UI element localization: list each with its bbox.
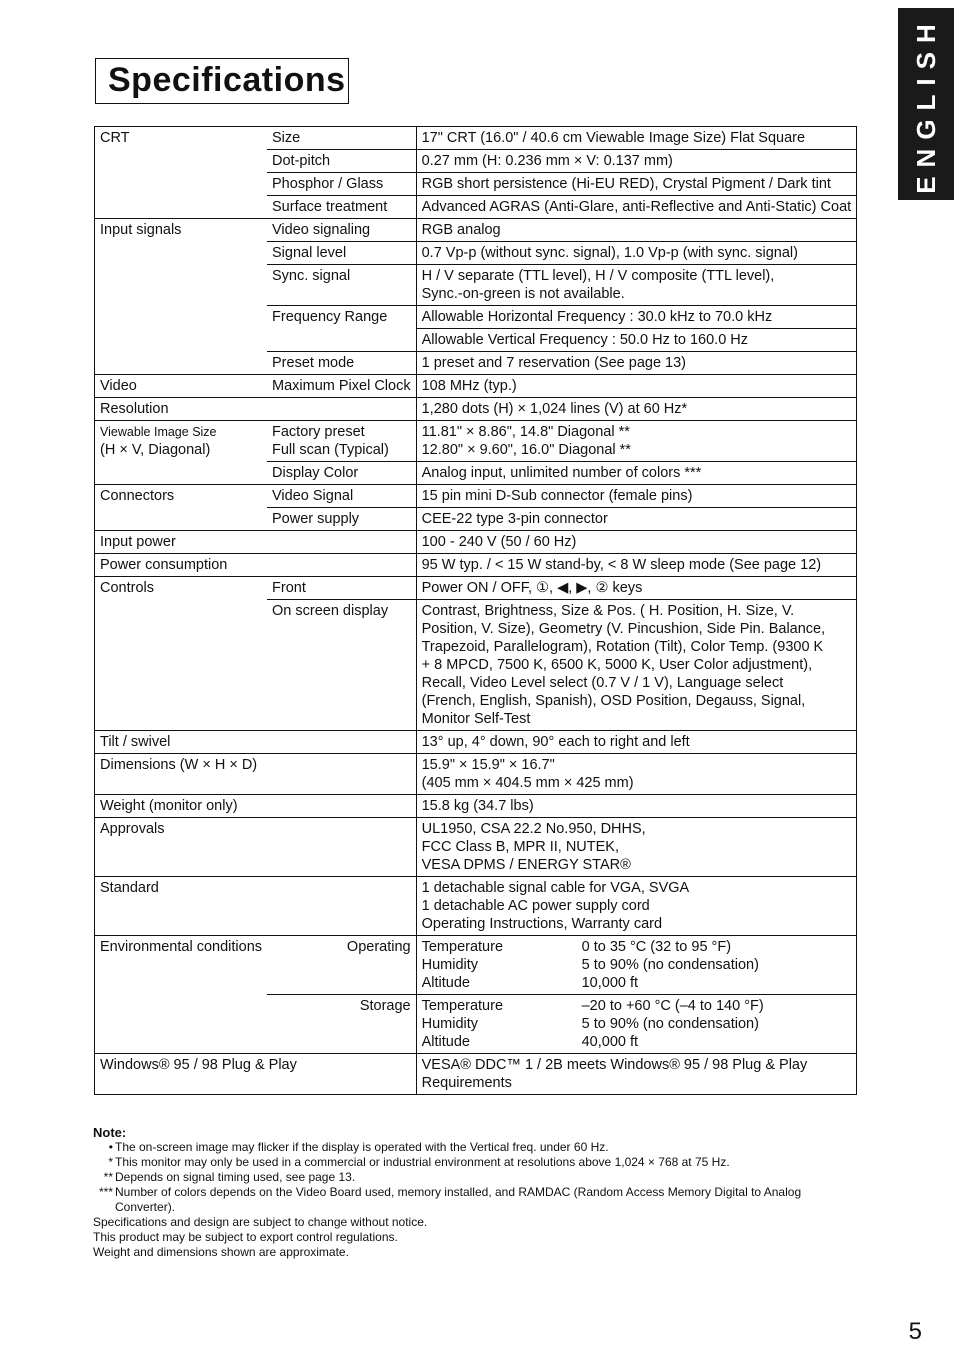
env-line (422, 938, 852, 956)
spec-subcategory (267, 754, 416, 795)
spec-value (416, 127, 857, 150)
spec-value-line: Recall, Video Level select (0.7 V / 1 V), Language select (421, 675, 784, 691)
spec-subcategory (267, 375, 416, 398)
spec-value-line: 11.81" × 8.86", 14.8" Diagonal ** (421, 424, 630, 440)
spec-value (416, 421, 857, 462)
spec-category (95, 600, 268, 731)
spec-value (416, 995, 857, 1054)
spec-row (95, 329, 857, 352)
spec-value (416, 731, 857, 754)
spec-category (95, 795, 268, 818)
language-side-tab (898, 8, 954, 200)
env-line (422, 997, 852, 1015)
spec-row (95, 731, 857, 754)
spec-value-line: Advanced AGRAS (Anti-Glare, anti-Reflective and Anti-Static) Coat (421, 199, 852, 215)
spec-category (95, 818, 268, 877)
spec-row-environment (95, 995, 857, 1054)
spec-category (95, 995, 268, 1054)
spec-value-line: CEE-22 type 3-pin connector (421, 511, 608, 527)
spec-category-label: Viewable Image Size (100, 425, 217, 439)
spec-category (95, 508, 268, 531)
spec-row (95, 531, 857, 554)
spec-subcategory (267, 508, 416, 531)
spec-value (416, 877, 857, 936)
note-lines (93, 1215, 853, 1260)
spec-row (95, 421, 857, 462)
spec-value-line: Contrast, Brightness, Size & Pos. ( H. Position, H. Size, V. (421, 603, 795, 619)
spec-subcategory-label: Phosphor / Glass (272, 176, 384, 192)
spec-value (416, 936, 857, 995)
spec-category (95, 731, 268, 754)
spec-subcategory (267, 329, 416, 352)
spec-value (416, 1054, 857, 1095)
spec-category-label: Approvals (100, 821, 165, 837)
spec-value (416, 398, 857, 421)
spec-row (95, 306, 857, 329)
spec-category (95, 754, 268, 795)
spec-value-line: 1 preset and 7 reservation (See page 13) (421, 355, 687, 371)
env-key: Altitude (421, 975, 470, 991)
spec-value (416, 352, 857, 375)
spec-subcategory (267, 421, 416, 462)
env-line (422, 1033, 852, 1051)
spec-row (95, 508, 857, 531)
spec-category-label: Connectors (100, 488, 175, 504)
spec-subcategory (267, 265, 416, 306)
spec-row (95, 196, 857, 219)
spec-category (95, 936, 268, 995)
spec-row (95, 242, 857, 265)
spec-value (416, 818, 857, 877)
spec-category (95, 127, 268, 150)
spec-value-line: Operating Instructions, Warranty card (421, 916, 663, 932)
spec-category (95, 375, 268, 398)
spec-value-line: VESA DPMS / ENERGY STAR® (421, 857, 631, 873)
spec-value-line: 0.27 mm (H: 0.236 mm × V: 0.137 mm) (421, 153, 673, 169)
spec-value (416, 173, 857, 196)
spec-value (416, 375, 857, 398)
footnote-mark: • (108, 1140, 113, 1154)
spec-category (95, 352, 268, 375)
spec-subcategory (267, 485, 416, 508)
spec-row-environment (95, 936, 857, 995)
spec-value (416, 600, 857, 731)
footnote-mark: *** (98, 1185, 113, 1199)
footnote-text: This monitor may only be used in a commercial or industrial environment at resolutions above 1,024 × 768 at 75 Hz. (115, 1155, 730, 1169)
spec-value-line: RGB analog (421, 222, 501, 238)
spec-row (95, 352, 857, 375)
spec-value-line: Sync.-on-green is not available. (421, 286, 625, 302)
spec-value-line: 13° up, 4° down, 90° each to right and left (421, 734, 690, 750)
spec-category (95, 173, 268, 196)
spec-subcategory (267, 352, 416, 375)
spec-value-line: Requirements (421, 1075, 512, 1091)
spec-subcategory-label: Preset mode (272, 355, 355, 371)
spec-row (95, 173, 857, 196)
spec-row (95, 375, 857, 398)
spec-row (95, 554, 857, 577)
note-line: This product may be subject to export control regulations. (93, 1230, 398, 1244)
spec-value-line: 17" CRT (16.0" / 40.6 cm Viewable Image Size) Flat Square (421, 130, 806, 146)
env-key: Humidity (421, 1016, 479, 1032)
spec-row (95, 398, 857, 421)
spec-value-line: 15.9" × 15.9" × 16.7" (421, 757, 555, 773)
spec-category (95, 150, 268, 173)
spec-value (416, 329, 857, 352)
spec-row (95, 462, 857, 485)
spec-row (95, 485, 857, 508)
spec-category (95, 485, 268, 508)
spec-subcategory (267, 462, 416, 485)
footnote-mark: * (108, 1155, 113, 1169)
spec-row (95, 795, 857, 818)
spec-subcategory-label: Size (272, 130, 301, 146)
spec-category-label: Power consumption (100, 557, 228, 573)
spec-value (416, 462, 857, 485)
spec-category (95, 877, 268, 936)
spec-subcategory-label: Signal level (272, 245, 347, 261)
spec-subcategory (267, 531, 416, 554)
spec-value-line: Trapezoid, Parallelogram), Rotation (Tilt), Color Temp. (9300 K (421, 639, 824, 655)
spec-subcategory-label: Video signaling (272, 222, 371, 238)
spec-value-line: (French, English, Spanish), OSD Position, Degauss, Signal, (421, 693, 806, 709)
spec-category (95, 531, 268, 554)
env-line (422, 956, 852, 974)
spec-value-line: FCC Class B, MPR II, NUTEK, (421, 839, 619, 855)
spec-value-line: 1,280 dots (H) × 1,024 lines (V) at 60 Hz* (421, 401, 688, 417)
spec-subcategory-label: Frequency Range (272, 309, 388, 325)
spec-row (95, 877, 857, 936)
footnote (93, 1170, 853, 1185)
specifications-table (94, 126, 857, 1095)
env-value: 5 to 90% (no condensation) (581, 1016, 759, 1032)
spec-category (95, 462, 268, 485)
spec-subcategory (267, 731, 416, 754)
notes-heading: Note: (93, 1125, 127, 1140)
spec-category-label: Input signals (100, 222, 182, 238)
footnote-mark: ** (103, 1170, 113, 1184)
spec-subcategory (267, 877, 416, 936)
spec-category-label: Dimensions (W × H × D) (100, 757, 258, 773)
spec-subcategory (267, 127, 416, 150)
spec-subcategory (267, 306, 416, 329)
env-value: 5 to 90% (no condensation) (581, 957, 759, 973)
spec-value (416, 150, 857, 173)
spec-category-label: Input power (100, 534, 176, 550)
note-line: Weight and dimensions shown are approximate. (93, 1245, 349, 1259)
page-number: 5 (908, 1318, 922, 1345)
spec-value-line: 1 detachable signal cable for VGA, SVGA (421, 880, 690, 896)
spec-subcategory (267, 196, 416, 219)
spec-value-line: 95 W typ. / < 15 W stand-by, < 8 W sleep mode (See page 12) (421, 557, 822, 573)
spec-subcategory: Storage (267, 995, 416, 1054)
spec-subcategory (267, 219, 416, 242)
spec-value-line: Monitor Self-Test (421, 711, 531, 727)
spec-category-label: (H × V, Diagonal) (100, 442, 211, 458)
spec-category (95, 196, 268, 219)
footnote (93, 1140, 853, 1155)
spec-category (95, 242, 268, 265)
spec-category-label: Tilt / swivel (100, 734, 171, 750)
footnote-text: Number of colors depends on the Video Board used, memory installed, and RAMDAC (Random Access Memory Digital to Analog Converter). (115, 1185, 802, 1214)
spec-subcategory: Operating (267, 936, 416, 995)
spec-value-line: 0.7 Vp-p (without sync. signal), 1.0 Vp-p (with sync. signal) (421, 245, 798, 261)
spec-value (416, 508, 857, 531)
footnote-text: The on-screen image may flicker if the display is operated with the Vertical freq. under 60 Hz. (115, 1140, 609, 1154)
spec-subcategory-label: Surface treatment (272, 199, 388, 215)
spec-row (95, 265, 857, 306)
env-value: 40,000 ft (581, 1034, 639, 1050)
spec-value-line: 1 detachable AC power supply cord (421, 898, 650, 914)
spec-value-line: 108 MHz (typ.) (421, 378, 517, 394)
spec-value (416, 577, 857, 600)
page-title: Specifications (108, 61, 346, 99)
spec-category-label: CRT (100, 130, 130, 146)
spec-subcategory-label: Sync. signal (272, 268, 351, 284)
spec-row (95, 219, 857, 242)
env-line (422, 974, 852, 992)
spec-category-label: Windows® 95 / 98 Plug & Play (100, 1057, 297, 1073)
spec-category (95, 1054, 417, 1095)
spec-value-line: 15.8 kg (34.7 lbs) (421, 798, 534, 814)
spec-value-line: (405 mm × 404.5 mm × 425 mm) (421, 775, 634, 791)
env-line (422, 1015, 852, 1033)
spec-value-line: Allowable Horizontal Frequency : 30.0 kHz to 70.0 kHz (421, 309, 773, 325)
spec-category-label: Controls (100, 580, 154, 596)
language-label: ENGLISH (910, 14, 941, 194)
env-value: 0 to 35 °C (32 to 95 °F) (581, 939, 732, 955)
spec-subcategory-label: Dot-pitch (272, 153, 331, 169)
spec-category (95, 329, 268, 352)
spec-category (95, 265, 268, 306)
spec-value-line: 100 - 240 V (50 / 60 Hz) (421, 534, 577, 550)
spec-value-line: 12.80" × 9.60", 16.0" Diagonal ** (421, 442, 631, 458)
title-box (95, 58, 349, 104)
spec-category (95, 577, 268, 600)
spec-category-label: Standard (100, 880, 159, 896)
spec-subcategory (267, 577, 416, 600)
spec-value (416, 196, 857, 219)
spec-value-line: Analog input, unlimited number of colors *** (421, 465, 702, 481)
spec-subcategory (267, 818, 416, 877)
spec-row (95, 600, 857, 731)
spec-category-label: Environmental conditions (100, 939, 263, 955)
footnote-list (93, 1140, 853, 1215)
specifications-table-body (95, 127, 857, 1095)
spec-subcategory-label: Factory preset (272, 424, 365, 440)
spec-value (416, 795, 857, 818)
spec-subcategory-label: On screen display (272, 603, 389, 619)
spec-subcategory-label: Maximum Pixel Clock (272, 378, 411, 394)
spec-value-line: VESA® DDC™ 1 / 2B meets Windows® 95 / 98 Plug & Play (421, 1057, 808, 1073)
env-value: –20 to +60 °C (–4 to 140 °F) (581, 998, 764, 1014)
spec-value (416, 265, 857, 306)
spec-category (95, 421, 268, 462)
spec-value-line: RGB short persistence (Hi-EU RED), Crystal Pigment / Dark tint (421, 176, 831, 192)
spec-value-line: UL1950, CSA 22.2 No.950, DHHS, (421, 821, 646, 837)
spec-value-line: Position, V. Size), Geometry (V. Pincushion, Side Pin. Balance, (421, 621, 826, 637)
spec-value (416, 242, 857, 265)
spec-row (95, 754, 857, 795)
spec-row (95, 127, 857, 150)
spec-subcategory (267, 242, 416, 265)
spec-row (95, 1054, 857, 1095)
spec-subcategory (267, 398, 416, 421)
spec-subcategory-label: Power supply (272, 511, 360, 527)
spec-subcategory (267, 150, 416, 173)
spec-subcategory (267, 554, 416, 577)
env-key: Temperature (421, 998, 504, 1014)
env-key: Altitude (421, 1034, 470, 1050)
spec-subcategory-label: Video Signal (272, 488, 354, 504)
spec-row (95, 818, 857, 877)
spec-value (416, 306, 857, 329)
spec-value-line: Power ON / OFF, ①, ◀, ▶, ② keys (421, 580, 643, 596)
spec-value (416, 754, 857, 795)
spec-value-line: H / V separate (TTL level), H / V composite (TTL level), (421, 268, 775, 284)
spec-subcategory (267, 600, 416, 731)
spec-value-line: Allowable Vertical Frequency : 50.0 Hz to 160.0 Hz (421, 332, 749, 348)
spec-row (95, 577, 857, 600)
spec-row (95, 150, 857, 173)
spec-subcategory (267, 173, 416, 196)
env-value: 10,000 ft (581, 975, 639, 991)
spec-subcategory-label: Front (272, 580, 306, 596)
spec-category-label: Resolution (100, 401, 169, 417)
spec-value (416, 219, 857, 242)
spec-value (416, 531, 857, 554)
footnote (93, 1155, 853, 1170)
spec-subcategory-label: Display Color (272, 465, 359, 481)
spec-value-line: 15 pin mini D-Sub connector (female pins) (421, 488, 693, 504)
env-key: Temperature (421, 939, 504, 955)
spec-category (95, 554, 268, 577)
footnote-text: Depends on signal timing used, see page 13. (115, 1170, 356, 1184)
spec-category (95, 219, 268, 242)
spec-subcategory (267, 795, 416, 818)
note-line: Specifications and design are subject to change without notice. (93, 1215, 428, 1229)
notes-section (93, 1125, 853, 1260)
spec-category-label: Weight (monitor only) (100, 798, 238, 814)
env-key: Humidity (421, 957, 479, 973)
spec-value-line: + 8 MPCD, 7500 K, 6500 K, 5000 K, User Color adjustment), (421, 657, 813, 673)
spec-category (95, 306, 268, 329)
footnote (93, 1185, 853, 1215)
spec-subcategory-label: Full scan (Typical) (272, 442, 389, 458)
spec-value (416, 485, 857, 508)
spec-value (416, 554, 857, 577)
spec-category (95, 398, 268, 421)
spec-category-label: Video (100, 378, 137, 394)
